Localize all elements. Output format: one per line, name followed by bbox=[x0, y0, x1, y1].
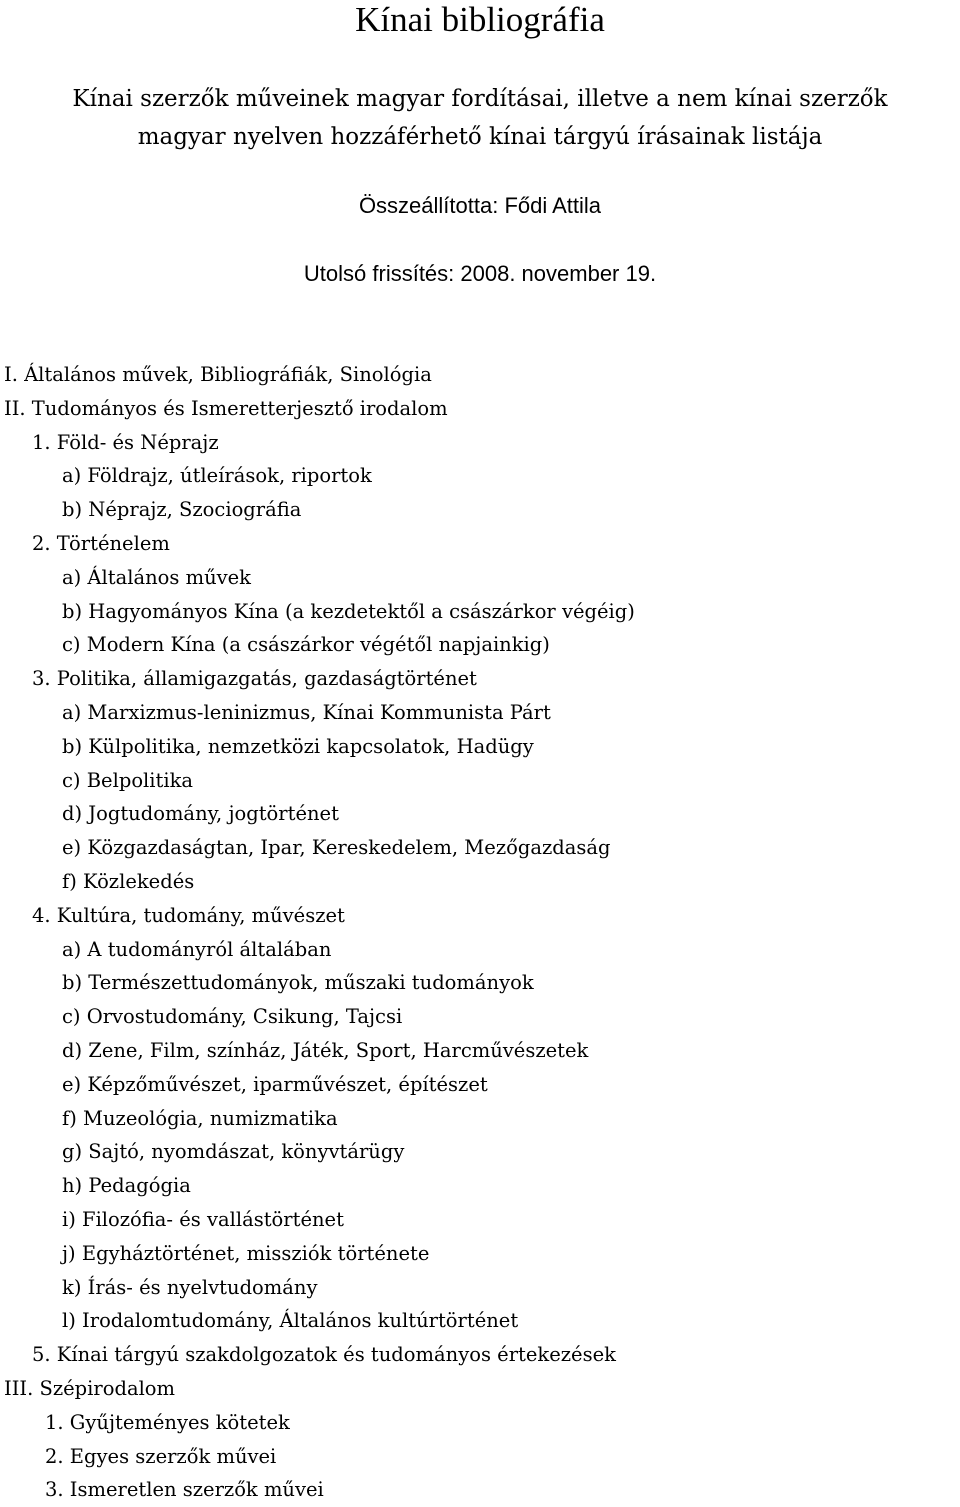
toc-item: g) Sajtó, nyomdászat, könyvtárügy bbox=[62, 1140, 405, 1163]
toc-item: a) Földrajz, útleírások, riportok bbox=[62, 464, 372, 487]
toc-item: 5. Kínai tárgyú szakdolgozatok és tudományos értekezések bbox=[32, 1343, 616, 1366]
toc-item: d) Zene, Film, színház, Játék, Sport, Harcművészetek bbox=[62, 1039, 589, 1062]
toc-item: j) Egyháztörténet, missziók története bbox=[62, 1242, 430, 1265]
toc-item: 1. Föld- és Néprajz bbox=[32, 431, 219, 454]
toc-item: 4. Kultúra, tudomány, művészet bbox=[32, 904, 345, 927]
compiler-credit: Összeállította: Fődi Attila bbox=[358, 193, 602, 218]
toc-item: b) Külpolitika, nemzetközi kapcsolatok, Hadügy bbox=[62, 735, 534, 758]
toc-item: I. Általános művek, Bibliográfiák, Sinológia bbox=[4, 363, 432, 386]
toc-item: 2. Történelem bbox=[32, 532, 170, 555]
toc-item: b) Természettudományok, műszaki tudományok bbox=[62, 971, 534, 994]
toc-item: h) Pedagógia bbox=[62, 1174, 191, 1197]
toc-item: k) Írás- és nyelvtudomány bbox=[62, 1276, 318, 1299]
document-title: Kínai bibliográfia bbox=[355, 0, 605, 39]
toc-item: 3. Ismeretlen szerzők művei bbox=[45, 1478, 324, 1501]
toc-item: 1. Gyűjteményes kötetek bbox=[45, 1411, 290, 1434]
toc-item: 2. Egyes szerzők művei bbox=[45, 1445, 277, 1468]
toc-item: l) Irodalomtudomány, Általános kultúrtörténet bbox=[62, 1309, 519, 1332]
toc-item: e) Közgazdaságtan, Ipar, Kereskedelem, Mezőgazdaság bbox=[62, 836, 611, 859]
toc-item: a) A tudományról általában bbox=[62, 938, 332, 961]
last-updated: Utolsó frissítés: 2008. november 19. bbox=[303, 261, 657, 286]
toc-item: b) Néprajz, Szociográfia bbox=[62, 498, 302, 521]
toc-item: 3. Politika, államigazgatás, gazdaságtörténet bbox=[32, 667, 477, 690]
subtitle-line-1: Kínai szerzők műveinek magyar fordításai, illetve a nem kínai szerzők bbox=[72, 86, 888, 112]
subtitle-line-2: magyar nyelven hozzáférhető kínai tárgyú írásainak listája bbox=[137, 124, 823, 150]
toc-item: a) Marxizmus-leninizmus, Kínai Kommunista Párt bbox=[62, 701, 551, 724]
toc-item: f) Közlekedés bbox=[62, 870, 195, 893]
toc-item: e) Képzőművészet, iparművészet, építészet bbox=[62, 1073, 488, 1096]
toc-item: f) Muzeológia, numizmatika bbox=[62, 1107, 338, 1130]
toc-item: c) Modern Kína (a császárkor végétől napjainkig) bbox=[62, 633, 550, 656]
toc-item: a) Általános művek bbox=[62, 566, 252, 589]
toc-item: II. Tudományos és Ismeretterjesztő irodalom bbox=[4, 397, 448, 420]
toc-item: III. Szépirodalom bbox=[4, 1377, 176, 1400]
toc-item: b) Hagyományos Kína (a kezdetektől a császárkor végéig) bbox=[62, 600, 635, 623]
toc-item: c) Orvostudomány, Csikung, Tajcsi bbox=[62, 1005, 403, 1028]
toc-item: d) Jogtudomány, jogtörténet bbox=[62, 802, 339, 825]
toc-item: c) Belpolitika bbox=[62, 769, 194, 792]
toc-item: i) Filozófia- és vallástörténet bbox=[62, 1208, 344, 1231]
